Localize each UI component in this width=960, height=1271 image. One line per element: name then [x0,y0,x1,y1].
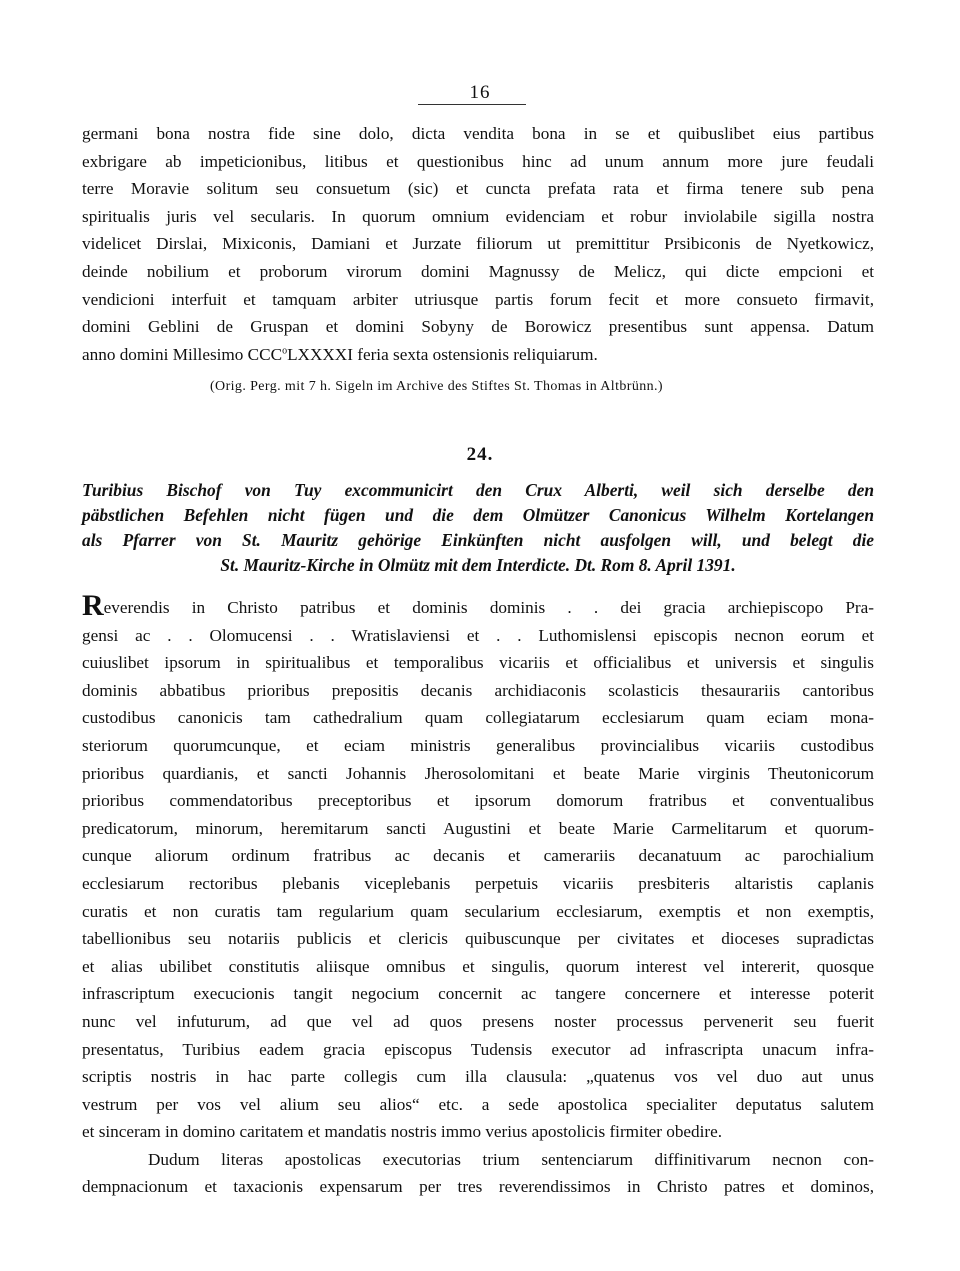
text-line: prioribus commendatoribus preceptoribus et ipsorum domorum fratribus et conventualibus [82,791,874,811]
paragraph-continuation [82,120,874,368]
text-line: Dudum literas apostolicas executorias trium sentenciarum diffinitivarum necnon con- [148,1149,874,1169]
text-line: gensi ac . . Olomucensi . . Wratislaviensi et . . Luthomislensi episcopis necnon eorum et [82,625,874,645]
text-line-first [82,589,874,622]
regest-line: Turibius Bischof von Tuy excommunicirt den Crux Alberti, weil sich derselbe den [82,480,874,500]
text-line: vestrum per vos vel alium seu alios“ etc. a sede apostolica specialiter deputatus salutem [82,1094,874,1114]
text-line: dominis abbatibus prioribus prepositis decanis archidiaconis scolasticis thesaurariis cantoribus [82,680,874,700]
text-line: terre Moravie solitum seu consuetum (sic) et cuncta prefata rata et firma tenere sub pena [82,179,874,199]
text-line: ecclesiarum rectoribus plebanis viceplebanis perpetuis vicariis presbiteris altaristis caplanis [82,873,874,893]
text-line: curatis et non curatis tam regularium quam secularium ecclesiarum, exemptis et non exemptis, [82,901,874,921]
page-number: 16 [469,82,491,103]
text-line: et alias ubilibet constitutis aliisque omnibus et singulis, quorum interest vel intererit, quosque [82,956,874,976]
text-line: steriorum quorumcunque, et eciam ministris generalibus provincialibus vicariis custodibus [82,735,874,755]
first-line-rest: everendis in Christo patribus et dominis dominis . . dei gracia archiepiscopo Pra- [103,598,874,617]
date-text-after: LXXXXI feria sexta ostensionis reliquiarum. [287,344,598,364]
text-line: cuiuslibet ipsorum in spiritualibus et temporalibus vicariis et officialibus et universis et singulis [82,653,874,673]
document-number: 24. [466,444,494,465]
text-line: presentatus, Turibius eadem gracia episcopus Tudensis executor ad infrascripta unacum infra- [82,1039,874,1059]
text-line: spiritualis juris vel secularis. In quorum omnium evidenciam et robur inviolabile sigilla nostra [82,206,874,226]
text-line: custodibus canonicis tam cathedralium quam collegiatarum ecclesiarum quam eciam mona- [82,708,874,728]
regest-line: päbstlichen Befehlen nicht fügen und die dem Olmützer Canonicus Wilhelm Kortelangen [82,505,874,525]
text-line: germani bona nostra fide sine dolo, dicta vendita bona in se et quibuslibet eius partibus [82,124,874,143]
text-line: domini Geblini de Gruspan et domini Sobyny de Borowicz presentibus sunt appensa. Datum [82,317,874,337]
text-line: deinde nobilium et proborum virorum domini Magnussy de Melicz, qui dicte empcioni et [82,261,874,281]
regest-line: als Pfarrer von St. Mauritz gehörige Einkünften nicht ausfolgen will, und belegt die [82,530,874,550]
text-line-last [82,341,874,369]
charter-body [82,589,874,1201]
text-line: predicatorum, minorum, heremitarum sancti Augustini et beate Marie Carmelitarum et quorum- [82,818,874,838]
text-line: dempnacionum et taxacionis expensarum per tres reverendissimos in Christo patres et dominos, [82,1177,874,1197]
text-line: vendicioni interfuit et tamquam arbiter utriusque partis forum fecit et more consueto firmavit, [82,289,874,309]
source-note: (Orig. Perg. mit 7 h. Sigeln im Archive des Stiftes St. Thomas in Altbrünn.) [210,379,663,394]
text-line: et sinceram in domino caritatem et mandatis nostris immo verius apostolicis firmiter obedire. [82,1122,723,1142]
text-line: cunque aliorum ordinum fratribus ac decanis et camerariis decanatuum ac parochialium [82,846,874,866]
date-superscript: o [282,345,288,357]
text-line: infrascriptum execucionis tangit negocium concernit ac tangere concernere et interesse poterit [82,984,874,1004]
page-number-rule [418,104,526,105]
text-line: tabellionibus seu notariis publicis et clericis quibuscunque per civitates et dioceses supradictas [82,929,874,949]
text-line: prioribus quardianis, et sancti Johannis Jherosolomitani et beate Marie virginis Theutonicorum [82,763,874,783]
text-line: videlicet Dirslai, Mixiconis, Damiani et Jurzate filiorum ut premittitur Prsibiconis de Nyetkowicz, [82,234,874,254]
text-line: scriptis nostris in hac parte collegis cum illa clausula: „quatenus vos vel duo aut unus [82,1067,874,1087]
regest-summary [82,478,874,578]
regest-line: St. Mauritz-Kirche in Olmütz mit dem Interdicte. Dt. Rom 8. April 1391. [220,555,736,575]
initial-letter: R [82,589,104,622]
text-line: exbrigare ab impeticionibus, litibus et questionibus hinc ad unum annum more jure feudali [82,151,874,171]
date-text-before: anno domini Millesimo CCC [82,344,283,364]
text-line: nunc vel infuturum, ad que vel ad quos presens noster processus pervenerit seu fuerit [82,1011,874,1031]
